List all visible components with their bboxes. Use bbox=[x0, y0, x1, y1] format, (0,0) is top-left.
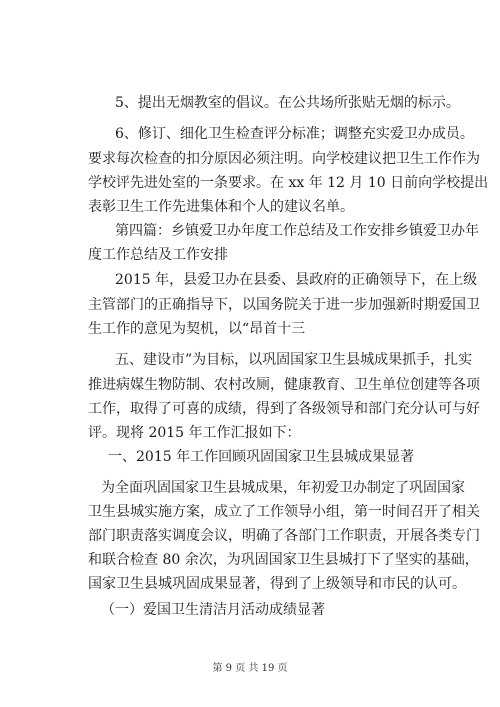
paragraph-line: 学校评先进处室的一条要求。在 xx 年 12 月 10 日前向学校提出 bbox=[88, 175, 489, 191]
subsection-heading: （一）爱国卫生清洁月活动成绩显著 bbox=[101, 602, 325, 618]
paragraph-line: 5、提出无烟教室的倡议。在公共场所张贴无烟的标示。 bbox=[115, 95, 460, 111]
section-heading-line: 度工作总结及工作安排 bbox=[88, 247, 228, 263]
paragraph-line: 国家卫生县城巩固成果显著，得到了上级领导和市民的认可。 bbox=[88, 576, 466, 592]
section-heading-line: 第四篇：乡镇爱卫办年度工作总结及工作安排乡镇爱卫办年 bbox=[115, 223, 479, 239]
paragraph-line: 生工作的意见为契机，以“昂首十三 bbox=[88, 321, 306, 337]
paragraph-line: 卫生县城实施方案，成立了工作领导小组，第一时间召开了相关 bbox=[88, 504, 480, 520]
paragraph-line: 表彰卫生工作先进集体和个人的建议名单。 bbox=[88, 199, 354, 215]
paragraph-line: 部门职责落实调度会议，明确了各部门工作职责，开展各类专门 bbox=[88, 528, 480, 544]
paragraph-line: 6、修订、细化卫生检查评分标准；调整充实爱卫办成员。 bbox=[115, 126, 474, 142]
subsection-heading: 一、2015 年工作回顾巩固国家卫生县城成果显著 bbox=[108, 449, 415, 465]
paragraph-line: 推进病媒生物防制、农村改厕，健康教育、卫生单位创建等各项 bbox=[88, 377, 480, 393]
paragraph-line: 评。现将 2015 年工作汇报如下： bbox=[88, 425, 301, 441]
paragraph-line: 工作，取得了可喜的成绩，得到了各级领导和部门充分认可与好 bbox=[88, 401, 480, 417]
paragraph-line: 为全面巩固国家卫生县城成果，年初爱卫办制定了巩固国家 bbox=[101, 480, 465, 496]
paragraph-line: 要求每次检查的扣分原因必须注明。向学校建议把卫生工作作为 bbox=[88, 151, 480, 167]
paragraph-line: 主管部门的正确指导下，以国务院关于进一步加强新时期爱国卫 bbox=[88, 297, 480, 313]
paragraph-line: 2015 年，县爱卫办在县委、县政府的正确领导下，在上级 bbox=[115, 272, 478, 288]
paragraph-line: 和联合检查 80 余次，为巩固国家卫生县城打下了坚实的基础， bbox=[88, 552, 479, 568]
page-number-footer: 第 9 页 共 19 页 bbox=[212, 663, 288, 674]
paragraph-line: 五、建设市”为目标，以巩固国家卫生县城成果抓手，扎实 bbox=[115, 352, 473, 368]
